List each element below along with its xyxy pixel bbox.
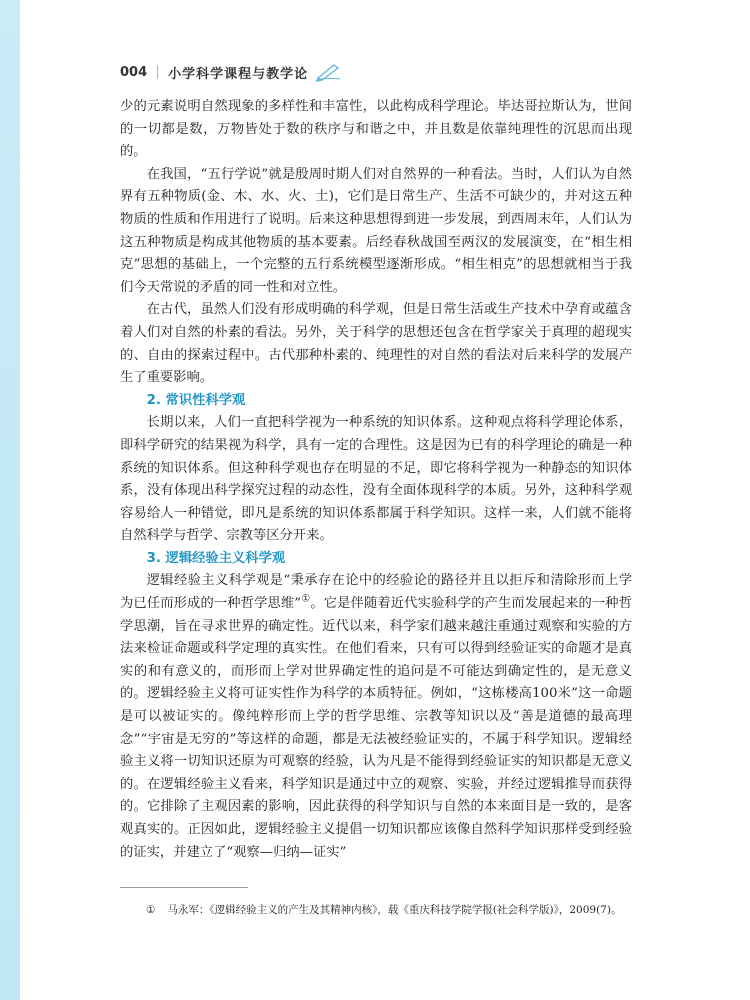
section-heading: 2. 常识性科学观 bbox=[146, 392, 246, 408]
section-heading: 3. 逻辑经验主义科学观 bbox=[146, 550, 286, 566]
page-body bbox=[120, 96, 632, 864]
footnote bbox=[146, 902, 626, 918]
footnote-text: 马永军：《逻辑经验主义的产生及其精神内核》，载《重庆科技学院学报(社会科学版)》，2009(7)。 bbox=[167, 904, 622, 916]
paragraph: 长期以来，人们一直把科学视为一种系统的知识体系。这种观点将科学理论体系，即科学研究的结果视为科学，具有一定的合理性。这是因为已有的科学理论的确是一种系统的知识体系。但这种科学观也存在明显的不足，即它将科学视为一种静态的知识体系，没有体现出科学探究过程的动态性，没有全面体现科学的本质。另外，这种科学观容易给人一种错觉，即凡是系统的知识体系都属于科学知识。这样一来，人们就不能将自然科学与哲学、宗教等区分开来。 bbox=[120, 415, 632, 544]
page-header bbox=[120, 60, 342, 84]
paragraph-text: 。它是伴随着近代实验科学的产生而发展起来的一种哲学思潮，旨在寻求世界的确定性。近代以来，科学家们越来越注重通过观察和实验的方法来检证命题或科学定理的真实性。在他们看来，只有可以得到经验证实的命题才是真实的和有意义的，而形而上学对世界确定性的追问是不可能达到确定性的，是无意义的。逻辑经验主义将可证实性作为科学的本质特征。例如，“这栋楼高100米”这一命题是可以被证实的。像纯粹形而上学的哲学思维、宗教等知识以及“善是道德的最高理念”“宇宙是无穷的”等这样的命题，都是无法被经验证实的，不属于科学知识。逻辑经验主义将一切知识还原为可观察的经验，认为凡是不能得到经验证实的知识都是无意义的。在逻辑经验主义看来，科学知识是通过中立的观察、实验，并经过逻辑推导而获得的。它排除了主观因素的影响，因此获得的科学知识与自然的本来面目是一致的，是客观真实的。正因如此，逻辑经验主义提倡一切知识都应该像自然科学知识那样受到经验的证实，并建立了“观察—归纳—证实” bbox=[120, 596, 632, 860]
paragraph bbox=[120, 570, 632, 864]
header-divider bbox=[157, 65, 158, 79]
book-title: 小学科学课程与教学论 bbox=[168, 66, 309, 82]
paragraph: 少的元素说明自然现象的多样性和丰富性，以此构成科学理论。毕达哥拉斯认为，世间的一切都是数，万物皆处于数的秩序与和谐之中，并且数是依靠纯理性的沉思而出现的。 bbox=[120, 99, 632, 160]
pencil-icon bbox=[314, 62, 342, 82]
footnote-reference[interactable]: ① bbox=[301, 593, 311, 605]
footnote-divider bbox=[120, 887, 248, 888]
footnote-mark: ① bbox=[146, 904, 156, 916]
page-number: 004 bbox=[120, 64, 148, 80]
side-color-band bbox=[0, 0, 20, 1000]
paragraph: 在我国，“五行学说”就是殷周时期人们对自然界的一种看法。当时，人们认为自然界有五种物质(金、木、水、火、土)，它们是日常生产、生活不可缺少的，并对这五种物质的性质和作用进行了说明。后来这种思想得到进一步发展，到西周末年，人们认为这五种物质是构成其他物质的基本要素。后经春秋战国至两汉的发展演变，在“相生相克”思想的基础上，一个完整的五行系统模型逐渐形成。“相生相克”的思想就相当于我们今天常说的矛盾的同一性和对立性。 bbox=[120, 166, 632, 295]
paragraph-text: 逻辑经验主义科学观是“秉承存在论中的经验论的路径并且以拒斥和清除形而上学为已任而形成的一种哲学思维” bbox=[120, 573, 632, 612]
paragraph: 在古代，虽然人们没有形成明确的科学观，但是日常生活或生产技术中孕育或蕴含着人们对自然的朴素的看法。另外，关于科学的思想还包含在哲学家关于真理的超现实的、自由的探索过程中。古代那种朴素的、纯理性的对自然的看法对后来科学的发展产生了重要影响。 bbox=[120, 302, 632, 386]
